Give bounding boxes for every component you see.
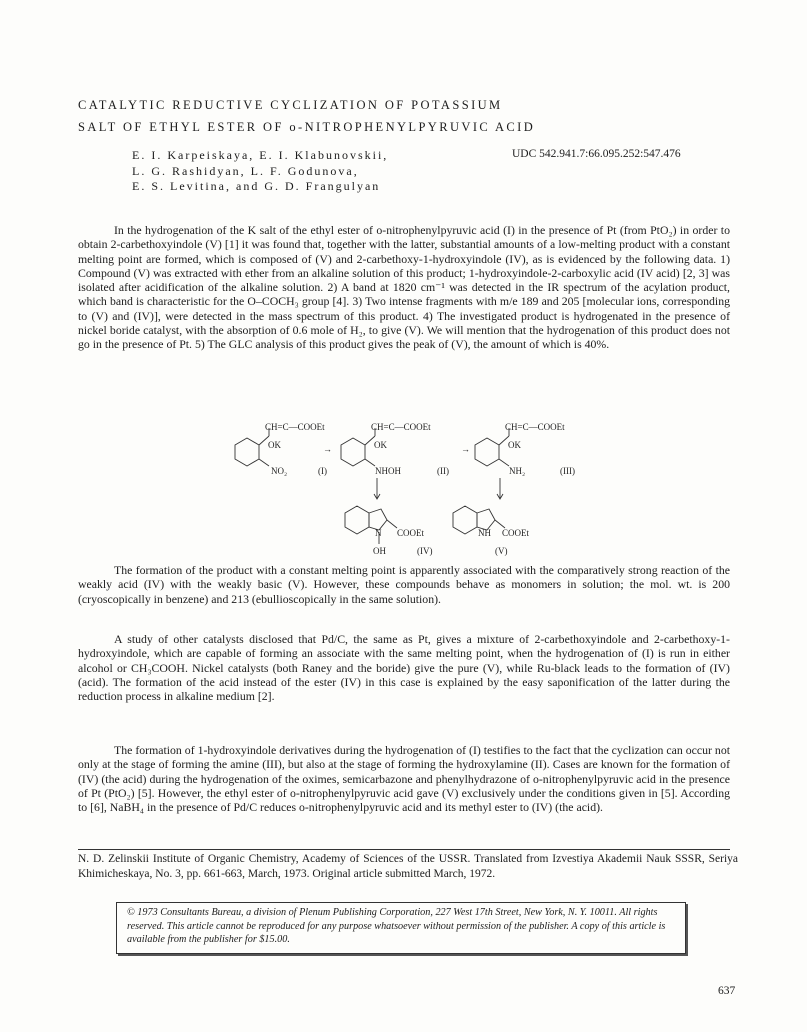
benzene-ring-III (475, 438, 499, 466)
copyright-box (116, 902, 686, 954)
paragraph-3: A study of other catalysts disclosed that Pd/C, the same as Pt, gives a mixture of 2-carbethoxyindole and 2-carbethoxy-1-hydroxyindole, which are capable of forming an associate with the same melting point, when the hydrogenation of (I) is run in either alcohol or CH₃COOH. Nickel catalysts (both Raney and the boride) give the pure (V), while Ru-black leads to the formation of (IV) (acid). The formation of the acid instead of the ester (IV) in this case is explained by the easy saponification of the latter during the reduction process in alkaline medium [2]. (78, 632, 730, 704)
no2-I: NO₂ (271, 466, 288, 476)
arrow-1: → (323, 444, 332, 454)
udc-code: UDC 542.941.7:66.095.252:547.476 (512, 148, 681, 160)
author-line-2: L. G. Rashidyan, L. F. Godunova, (132, 163, 359, 178)
chain-III: CH=C—COOEt (505, 422, 565, 432)
indole-ring-IV (345, 506, 369, 534)
label-III: (III) (560, 466, 575, 476)
nh-V: NH (478, 528, 491, 538)
label-IV: (IV) (417, 546, 433, 556)
oh-IV: OH (373, 546, 386, 556)
ok-II: OK (374, 440, 387, 450)
label-II: (II) (437, 466, 449, 476)
title-line-1: CATALYTIC REDUCTIVE CYCLIZATION OF POTASSIUM (78, 98, 503, 112)
chain-II: CH=C—COOEt (371, 422, 431, 432)
affiliation-footnote: N. D. Zelinskii Institute of Organic Chemistry, Academy of Sciences of the USSR. Translated from Izvestiya Akademii Nauk SSSR, Seriya Khimicheskaya, No. 3, pp. 661-663, March, 1973. Original article submitted March, 1972. (78, 853, 738, 880)
author-line-3: E. S. Levitina, and G. D. Frangulyan (132, 179, 381, 193)
ok-I: OK (268, 440, 281, 450)
title-line-2: SALT OF ETHYL ESTER OF o-NITROPHENYLPYRUVIC ACID (78, 120, 536, 134)
paragraph-4: The formation of 1-hydroxyindole derivatives during the hydrogenation of (I) testifies to the fact that the cyclization can occur not only at the stage of forming the amine (III), but also at the stage of forming the hydroxylamine (II). Cases are known for the formation of (IV) (the acid) during the hydrogenation of the oximes, semicarbazone and phenylhydrazone of o-nitrophenylpyruvic acid in the presence of Pt (PtO₂) [5]. However, the ethyl ester of o-nitrophenylpyruvic acid gave (V) exclusively under the conditions given in [5]. According to [6], NaBH₄ in the presence of Pd/C reduces o-nitrophenylpyruvic acid and its methyl ester to (IV) (the acid). (78, 743, 730, 815)
chain-I: CH=C—COOEt (265, 422, 325, 432)
author-line-1: E. I. Karpeiskaya, E. I. Klabunovskii, (132, 148, 389, 162)
indole-ring-V (453, 506, 477, 534)
paragraph-2: The formation of the product with a constant melting point is apparently associated with the comparatively strong reaction of the weakly acid (IV) with the weakly basic (V). However, these compounds behave as monomers in solution; the mol. wt. is 200 (cryoscopically in benzene) and 213 (ebullioscopically in the same solution). (78, 563, 730, 606)
author-list (132, 148, 388, 195)
label-I: (I) (318, 466, 327, 476)
cooet-IV: COOEt (397, 528, 424, 538)
benzene-ring-II (341, 438, 365, 466)
benzene-ring-I (235, 438, 259, 466)
reaction-scheme (225, 422, 615, 560)
nh2-III: NH₂ (509, 466, 526, 476)
arrow-2: → (461, 444, 470, 454)
n-IV: N (375, 528, 382, 538)
cooet-V: COOEt (502, 528, 529, 538)
copyright-notice: © 1973 Consultants Bureau, a division of Plenum Publishing Corporation, 227 West 17th Street, New York, N. Y. 10011. All rights reserved. This article cannot be reproduced for any purpose whatsoever without permission of the publisher. A copy of this article is available from the publisher for $15.00. (127, 907, 666, 945)
paragraph-1: In the hydrogenation of the K salt of the ethyl ester of o-nitrophenylpyruvic acid (I) in the presence of Pt (from PtO₂) in order to obtain 2-carbethoxyindole (V) [1] it was found that, together with the latter, substantial amounts of a low-melting product with a constant melting point are formed, which is composed of (V) and 2-carbethoxy-1-hydroxyindole (IV), as is evidenced by the following data. 1) Compound (V) was extracted with ether from an alkaline solution of this product; 1-hydroxyindole-2-carboxylic acid (IV acid) [2, 3] was isolated after acidification of the alkaline solution. 2) A band at 1820 cm⁻¹ was detected in the IR spectrum of the acylation product, which band is characteristic for the O–COCH₃ group [4]. 3) Two intense fragments with m/e 189 and 205 [molecular ions, corresponding to (V) and (IV)], were detected in the mass spectrum of this product. 4) The investigated product is hydrogenated in the presence of nickel boride catalyst, with the absorption of 0.6 mole of H₂, to give (V). We will mention that the hydrogenation of this product does not go in the presence of Pt. 5) The GLC analysis of this product gives the peak of (V), the amount of which is 40%. (78, 223, 730, 352)
ok-III: OK (508, 440, 521, 450)
label-V: (V) (495, 546, 508, 556)
page-number: 637 (718, 985, 736, 997)
footnote-divider (78, 849, 730, 850)
nhoh-II: NHOH (375, 466, 401, 476)
